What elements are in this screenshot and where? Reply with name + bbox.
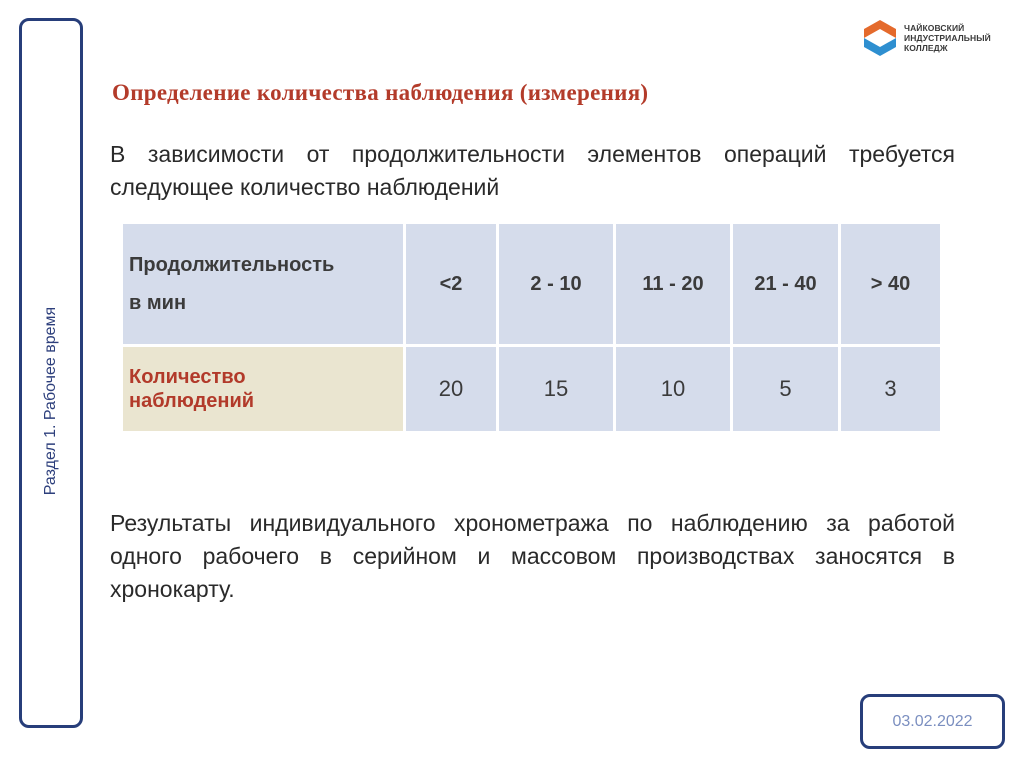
college-logo-text [904, 23, 1000, 53]
date-badge [860, 694, 1005, 749]
college-logo [862, 18, 1000, 58]
logo-line-1: ЧАЙКОВСКИЙ [904, 23, 965, 33]
row-label-line-1: Количество [129, 366, 246, 388]
college-logo-icon [862, 18, 898, 58]
table-column-header: 21 - 40 [733, 224, 838, 344]
row-label-line-2: наблюдений [129, 390, 255, 412]
header-label-line-1: Продолжительность [129, 254, 335, 276]
table-cell: 10 [616, 347, 730, 431]
observations-table [120, 221, 943, 434]
section-side-tab [19, 18, 83, 728]
table-column-header: 11 - 20 [616, 224, 730, 344]
table-cell: 20 [406, 347, 496, 431]
results-paragraph: Результаты индивидуального хронометража по наблюдению за работой одного рабочего в серийном и массовом производствах заносятся в хронокарту. [110, 510, 955, 602]
table-column-header: 2 - 10 [499, 224, 613, 344]
slide-title: Определение количества наблюдения (измерения) [112, 80, 649, 105]
table-cell: 5 [733, 347, 838, 431]
table-column-header: > 40 [841, 224, 940, 344]
table-cell: 3 [841, 347, 940, 431]
row-label-cell [123, 347, 403, 431]
section-label: Раздел 1. Рабочее время [42, 306, 59, 496]
intro-paragraph: В зависимости от продолжительности элементов операций требуется следующее количество наблюдений [110, 141, 955, 200]
table-column-header: <2 [406, 224, 496, 344]
table-row [123, 347, 940, 431]
table-header-row [123, 224, 940, 344]
date-text: 03.02.2022 [892, 712, 973, 730]
table-cell: 15 [499, 347, 613, 431]
header-label-line-2: в мин [129, 292, 187, 314]
header-label-cell [123, 224, 403, 344]
logo-line-2: ИНДУСТРИАЛЬНЫЙ [904, 33, 991, 43]
logo-line-3: КОЛЛЕДЖ [904, 43, 948, 53]
